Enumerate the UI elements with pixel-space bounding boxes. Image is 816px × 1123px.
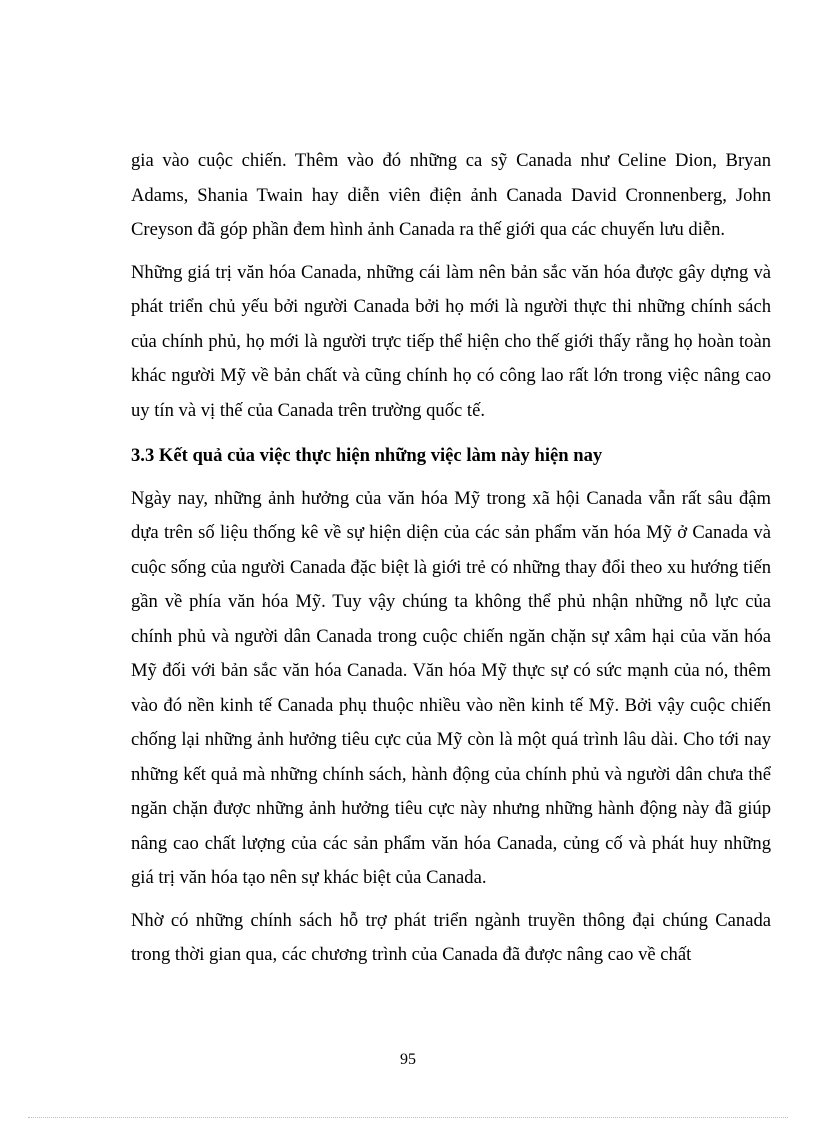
page-bottom-divider — [28, 1117, 788, 1118]
page-body — [131, 144, 771, 973]
paragraph-4: Nhờ có những chính sách hỗ trợ phát triển ngành truyền thông đại chúng Canada trong thời gian qua, các chương trình của Canada đã được nâng cao về chất — [131, 909, 771, 965]
paragraph-3: Ngày nay, những ảnh hưởng của văn hóa Mỹ trong xã hội Canada vẫn rất sâu đậm dựa trên số liệu thống kê về sự hiện diện của các sản phẩm văn hóa Mỹ ở Canada và cuộc sống của người Canada đặc biệt là giới trẻ có những thay đổi theo xu hướng tiến gần về phía văn hóa Mỹ. Tuy vậy chúng ta không thể phủ nhận những nỗ lực của chính phủ và người dân Canada trong cuộc chiến ngăn chặn sự xâm hại của văn hóa Mỹ đối với bản sắc văn hóa Canada. Văn hóa Mỹ thực sự có sức mạnh của nó, thêm vào đó nền kinh tế Canada phụ thuộc nhiều vào nền kinh tế Mỹ. Bởi vậy cuộc chiến chống lại những ảnh hưởng tiêu cực của Mỹ còn là một quá trình lâu dài. Cho tới nay những kết quả mà những chính sách, hành động của chính phủ và người dân chưa thể ngăn chặn được những ảnh hưởng tiêu cực này nhưng những hành động này đã giúp nâng cao chất lượng của các sản phẩm văn hóa Canada, củng cố và phát huy những giá trị văn hóa tạo nên sự khác biệt của Canada. — [131, 487, 771, 888]
section-heading: 3.3 Kết quả của việc thực hiện những việc làm này hiện nay — [131, 445, 603, 466]
paragraph-2: Những giá trị văn hóa Canada, những cái làm nên bản sắc văn hóa được gây dựng và phát triển chủ yếu bởi người Canada bởi họ mới là người thực thi những chính sách của chính phủ, họ mới là người trực tiếp thể hiện cho thế giới thấy rằng họ hoàn toàn khác người Mỹ về bản chất và cũng chính họ có công lao rất lớn trong việc nâng cao uy tín và vị thế của Canada trên trường quốc tế. — [131, 261, 771, 421]
page-number: 95 — [400, 1051, 416, 1068]
paragraph-1: gia vào cuộc chiến. Thêm vào đó những ca sỹ Canada như Celine Dion, Bryan Adams, Shania Twain hay diễn viên điện ảnh Canada David Cronnenberg, John Creyson đã góp phần đem hình ảnh Canada ra thế giới qua các chuyến lưu diễn. — [131, 150, 771, 240]
